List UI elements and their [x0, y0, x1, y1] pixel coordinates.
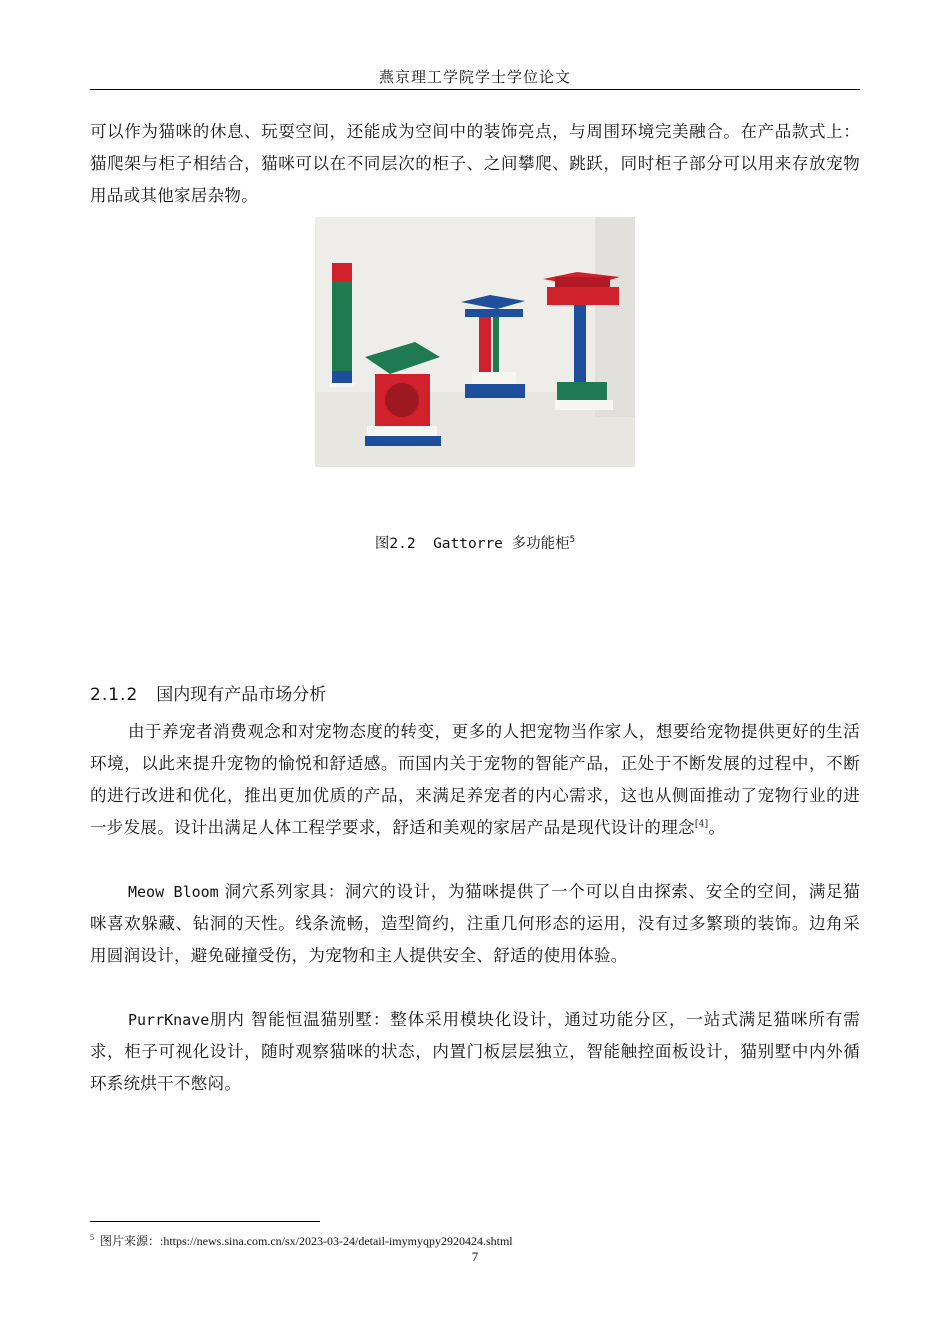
header-rule [90, 89, 860, 90]
footnote [90, 1232, 513, 1249]
running-header: 燕京理工学院学士学位论文 [378, 68, 571, 86]
section-heading [90, 680, 326, 705]
tall-column-piece [329, 263, 355, 387]
figure-photo [315, 217, 635, 467]
citation-ref: [4] [694, 819, 709, 830]
page-number: 7 [471, 1249, 479, 1264]
body-paragraph-3 [90, 1004, 860, 1100]
footnote-text: 图片来源：:https://news.sina.com.cn/sx/2023-03-24/detail-imymyqpy2920424.shtml [100, 1234, 513, 1248]
paragraph-2-text: 洞穴系列家具：洞穴的设计，为猫咪提供了一个可以自由探索、安全的空间，满足猫咪喜欢躲藏、钻洞的天性。线条流畅，造型简约，注重几何形态的运用，没有过多繁琐的装饰。边角采用圆润设计，避免碰撞受伤，为宠物和主人提供安全、舒适的使用体验。 [90, 882, 860, 965]
brand-purrknave: PurrKnave [128, 1011, 210, 1029]
paragraph-1-end: 。 [708, 818, 726, 837]
paragraph-3-text: 朋内 智能恒温猫别墅：整体采用模块化设计，通过功能分区，一站式满足猫咪所有需求，柜子可视化设计，随时观察猫咪的状态，内置门板层层独立，智能触控面板设计，猫别墅中内外循环系统烘干不憋闷。 [90, 1010, 860, 1093]
cube-hole-piece [365, 342, 441, 446]
intro-paragraph: 可以作为猫咪的休息、玩耍空间，还能成为空间中的装饰亮点，与周围环境完美融合。在产品款式上：猫爬架与柜子相结合，猫咪可以在不同层次的柜子、之间攀爬、跳跃，同时柜子部分可以用来存放宠物用品或其他家居杂物。 [90, 122, 860, 205]
figure-footnote-ref: 5 [569, 535, 576, 546]
figure-label: 图2.2 [374, 536, 416, 552]
figure-caption [90, 532, 860, 553]
paragraph-1-text: 由于养宠者消费观念和对宠物态度的转变，更多的人把宠物当作家人，想要给宠物提供更好的生活环境，以此来提升宠物的愉悦和舒适感。而国内关于宠物的智能产品，正处于不断发展的过程中，不断的进行改进和优化，推出更加优质的产品，来满足养宠者的内心需求，这也从侧面推动了宠物行业的进一步发展。设计出满足人体工程学要求，舒适和美观的家居产品是现代设计的理念 [90, 722, 860, 837]
section-number: 2.1.2 [90, 685, 139, 705]
figure-caption-text: Gattorre 多功能柜 [433, 536, 570, 552]
footnote-marker: 5 [90, 1233, 94, 1242]
body-paragraph-2 [90, 876, 860, 972]
footnote-rule [90, 1221, 320, 1222]
body-paragraph-1 [90, 716, 860, 844]
brand-meow-bloom: Meow Bloom [128, 883, 219, 901]
section-title: 国内现有产品市场分析 [156, 685, 327, 705]
